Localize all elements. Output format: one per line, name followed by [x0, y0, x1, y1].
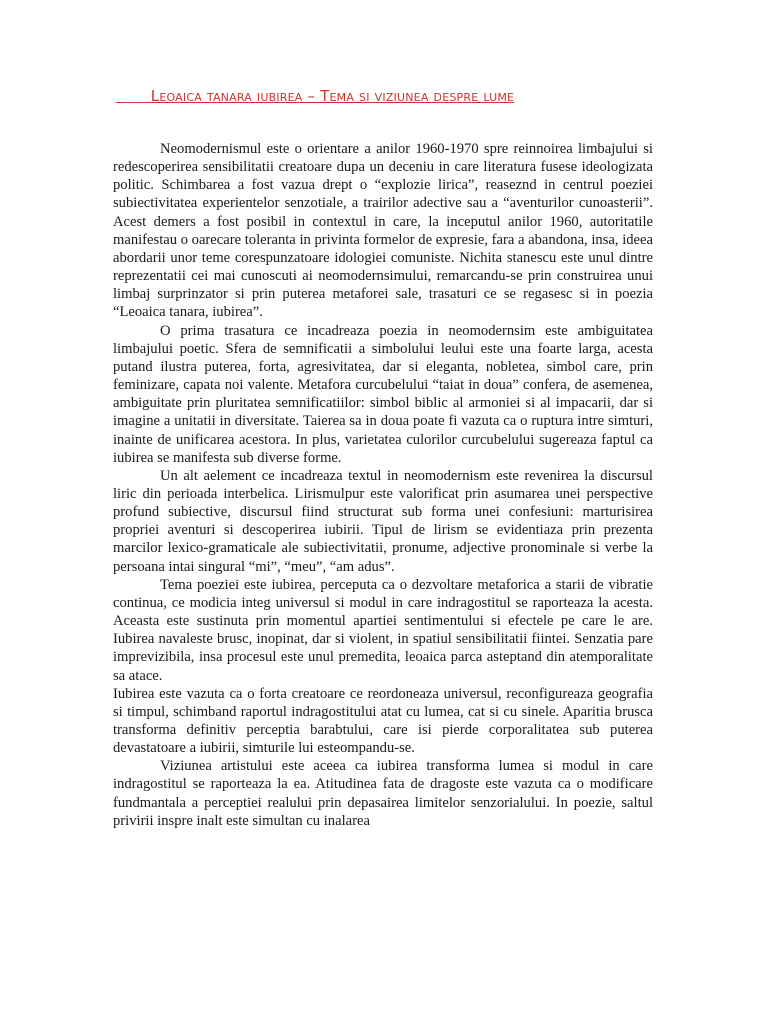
- paragraph-neomodernism-intro: Neomodernismul este o orientare a anilor 1960-1970 spre reinnoirea limbajului si redescoperirea sensibilitatii creatoare dupa un deceniu in care literatura fusese ideologizata politic. Schimbarea a fost vazua drept o “explozie lirica”, reaseznd in centrul poeziei subiectivitatea experientelor senzotiale, a trairilor adective sau a “aventurilor cunoasterii”. Acest demers a fost posibil in contextul in care, la inceputul anilor 1960, autoritatile manifestau o oarecare toleranta in privinta formelor de expresie, fara a abandona, insa, ideea abordarii unor teme corespunzatoare idologiei comuniste. Nichita stanescu este unul dintre reprezentatii cei mai cunoscuti ai neomodernsimului, remarcandu-se prin construirea unui limbaj surprinzator si prin puterea metaforei sale, trasaturi ce se regasesc si in poezia “Leoaica tanara, iubirea”.: [113, 141, 653, 321]
- paragraph-interwar-lyricism: Un alt aelement ce incadreaza textul in neomodernism este revenirea la discursul liric din perioada interbelica. Lirismulpur este valorificat prin asumarea unei perspective profund subiective, discursul fiind structurat sub forma unei confesiuni: marturisirea propriei aventuri si descoperirea iubirii. Tipul de lirism se evidentiaza prin prezenta marcilor lexico-gramaticale ale subiectivitatii, pronume, adjective pronominale si verbe la persoana intai singural “mi”, “meu”, “am adus”.: [113, 467, 653, 575]
- document-title: Leoaica tanara iubirea – Tema si viziunea despre lume: [116, 87, 515, 105]
- paragraph-ambiguity: O prima trasatura ce incadreaza poezia in neomodernsim este ambiguitatea limbajului poetic. Sfera de semnificatii a simbolului leului este una foarte larga, acesta putand ilustra puterea, forta, agresivitatea, dar si eleganta, nobletea, simbol care, prin feminizare, capata noi valente. Metafora curcubelului “taiat in doua” confera, de asemenea, ambiguitate prin pluritatea semnificatiilor: simbol biblic al armoniei si al impacarii, dar si imagine a unitatii in diversitate. Taierea sa in doua poate fi vazuta ca o ruptura intre simturi, inainte de unificarea acestora. In plus, varietatea culorilor curcubelului sugereaza faptul ca iubirea se manifesta sub diverse forme.: [113, 322, 653, 466]
- document-body: [113, 140, 653, 830]
- paragraph-creative-force: Iubirea este vazuta ca o forta creatoare ce reordoneaza universul, reconfigureaza geografia si timpul, schimband raportul indragostitului atat cu lumea, cat si cu sinele. Aparitia brusca transforma definitiv perceptia barabtului, care isi pierde corporalitatea sub puterea devastatoare a iubirii, simturile lui esteompandu-se.: [113, 685, 653, 757]
- paragraph-theme: Tema poeziei este iubirea, perceputa ca o dezvoltare metaforica a starii de vibratie continua, ce modicia integ universul si modul in care indragostitul se raporteaza la acesta. Aceasta este sustinuta prin momentul apartiei sentimentului si efectele pe care le are. Iubirea navaleste brusc, inopinat, dar si violent, in spatiul sensibilitatii fiintei. Senzatia pare imprevizibila, insa procesul este unul premedita, leoaica parca asteptand din atemporalitate sa atace.: [113, 576, 653, 684]
- paragraph-artist-vision: Viziunea artistului este aceea ca iubirea transforma lumea si modul in care indragostitul se raporteaza la ea. Atitudinea fata de dragoste este vazuta ca o modificare fundmantala a perceptiei realului prin depasairea limitelor senzorialului. In poezie, saltul privirii inspre inalt este simultan cu inalarea: [113, 758, 653, 829]
